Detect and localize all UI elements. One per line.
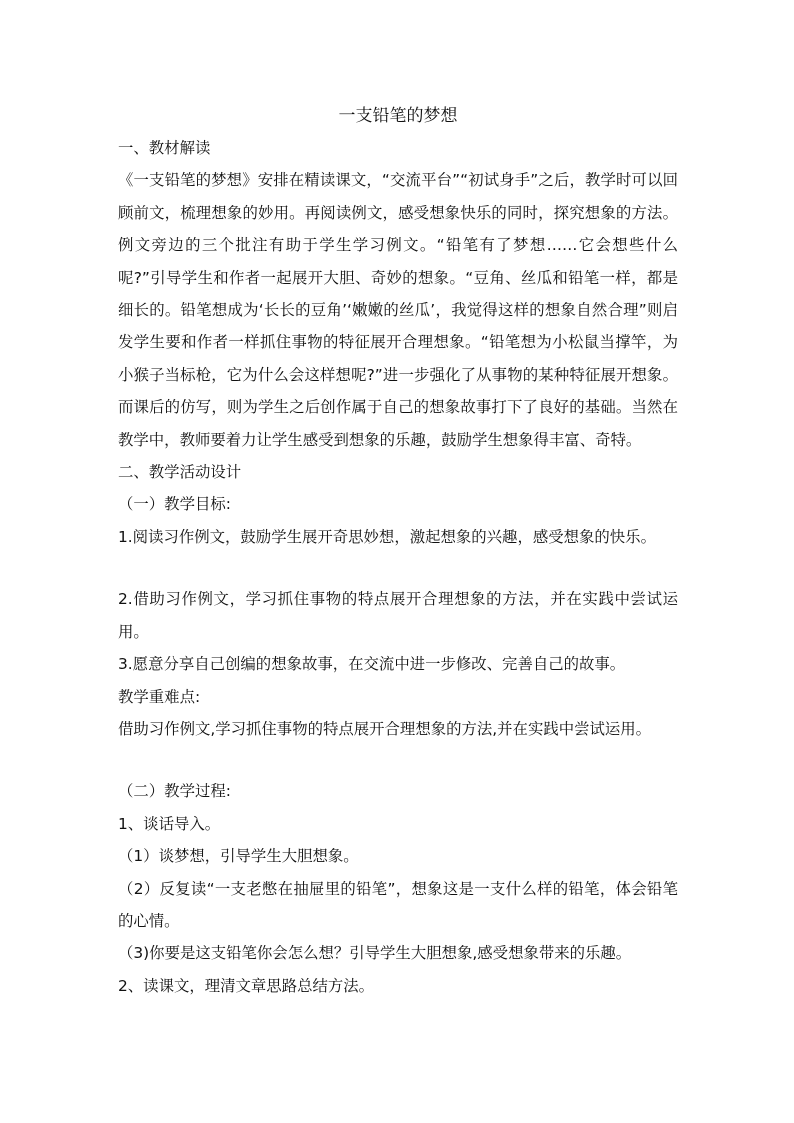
document-title: 一支铅笔的梦想 bbox=[338, 106, 458, 126]
section-heading-textbook-analysis: 一、教材解读 bbox=[118, 139, 211, 157]
process-step-1b: （2）反复读“一支老憋在抽屉里的铅笔”，想象这是一支什么样的铅笔，体会铅笔的心情。 bbox=[118, 879, 678, 930]
section-heading-activity-design: 二、教学活动设计 bbox=[118, 463, 242, 482]
objectives-heading: （一）教学目标: bbox=[118, 495, 231, 514]
textbook-analysis-paragraph: 《一支铅笔的梦想》安排在精读课文，“交流平台”“初试身手”之后，教学时可以回顾前文，梳理想象的妙用。再阅读例文，感受想象快乐的同时，探究想象的方法。例文旁边的三个批注有助于学生学习例文。“铅笔有了梦想……它会想些什么呢?”引导学生和作者一起展开大胆、奇妙的想象。“豆角、丝瓜和铅笔一样，都是细长的。铅笔想成为‘长长的豆角’‘嫩嫩的丝瓜’，我觉得这样的想象自然合理”则启发学生要和作者一样抓住事物的特征展开合理想象。“铅笔想为小松鼠当撑竿，为小猴子当标枪，它为什么会这样想呢?”进一步强化了从事物的某种特征展开想象。而课后的仿写，则为学生之后创作属于自己的想象故事打下了良好的基础。当然在教学中，教师要着力让学生感受到想象的乐趣，鼓励学生想象得丰富、奇特。 bbox=[118, 171, 678, 449]
objective-item-1: 1.阅读习作例文，鼓励学生展开奇思妙想，激起想象的兴趣，感受想象的快乐。 bbox=[118, 527, 656, 546]
process-step-1: 1、谈话导入。 bbox=[118, 814, 221, 833]
document-page bbox=[118, 100, 678, 1002]
process-step-2: 2、读课文，理清文章思路总结方法。 bbox=[118, 976, 375, 995]
process-heading: （二）教学过程: bbox=[118, 782, 231, 801]
objective-item-2: 2.借助习作例文，学习抓住事物的特点展开合理想象的方法，并在实践中尝试运用。 bbox=[118, 590, 678, 641]
process-step-1a: （1）谈梦想，引导学生大胆想象。 bbox=[118, 847, 359, 866]
objective-item-3: 3.愿意分享自己创编的想象故事，在交流中进一步修改、完善自己的故事。 bbox=[118, 655, 626, 674]
blank-line bbox=[118, 553, 678, 583]
key-points-text: 借助习作例文,学习抓住事物的特点展开合理想象的方法,并在实践中尝试运用。 bbox=[118, 719, 652, 738]
blank-line bbox=[118, 745, 678, 775]
process-step-1c: （3)你要是这支铅笔你会怎么想？引导学生大胆想象,感受想象带来的乐趣。 bbox=[118, 944, 632, 963]
key-points-heading: 教学重难点: bbox=[118, 687, 201, 706]
